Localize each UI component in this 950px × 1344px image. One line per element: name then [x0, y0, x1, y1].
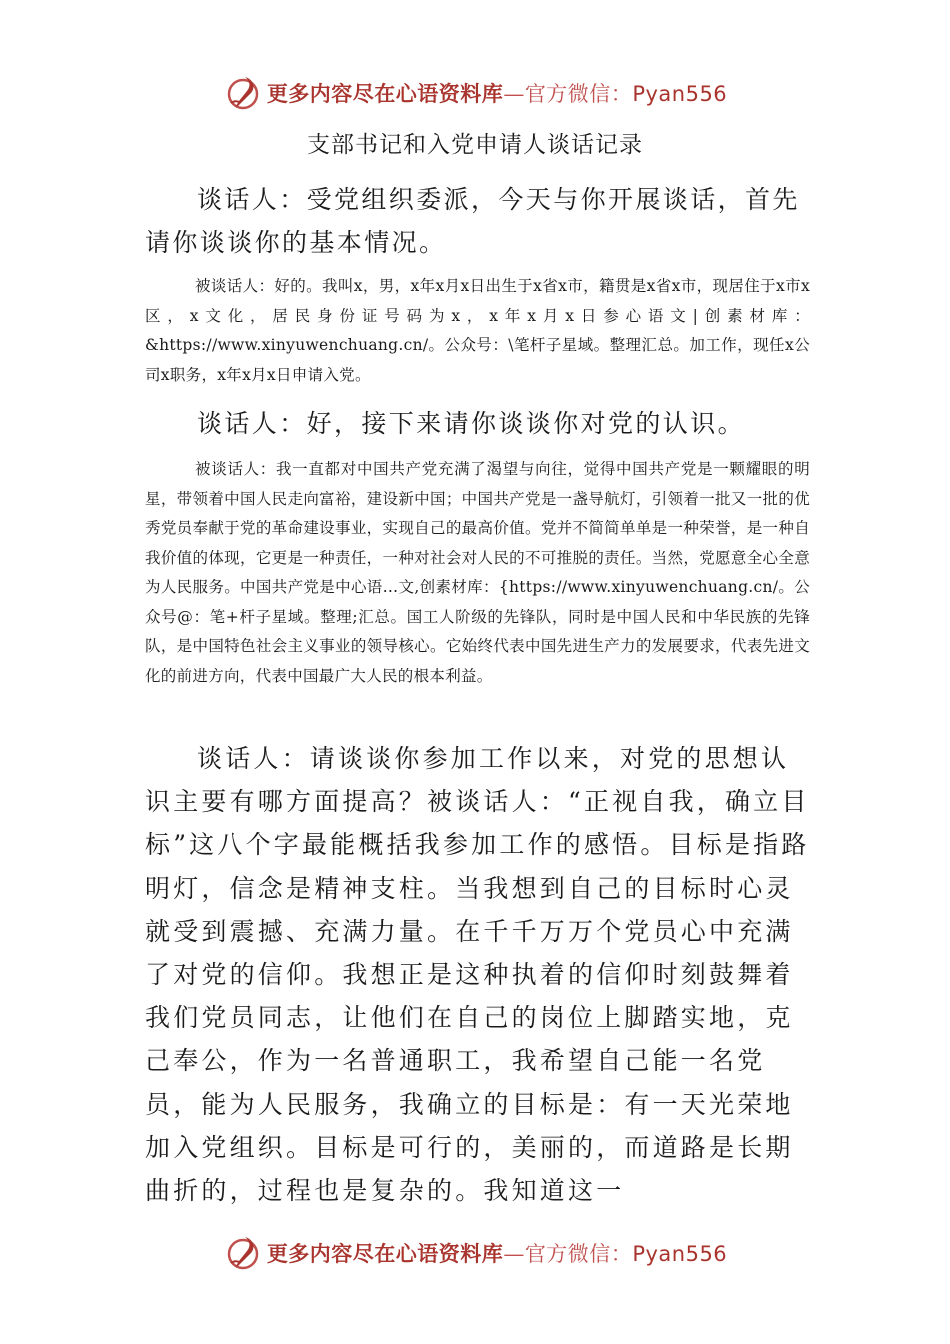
wechat-label: 官方微信：	[524, 82, 633, 106]
paragraph-interviewee-1: 被谈话人：好的。我叫x，男，x年x月x日出生于x省x市，籍贯是x省x市，现居住于x市x区，x文化，居民身份证号码为x，x年x月x日参心语文|创素材库：&https://www.xinyuwenchuang.cn/。公众号：\笔杆子星域。整理汇总。加工作，现任x公司x职务，x年x月x日申请入党。	[145, 277, 810, 384]
quill-logo-icon	[223, 73, 263, 113]
banner-text	[267, 1238, 727, 1268]
paragraph-interviewee-2: 被谈话人：我一直都对中国共产党充满了渴望与向往，觉得中国共产党是一颗耀眼的明星，带领着中国人民走向富裕，建设新中国；中国共产党是一盏导航灯，引领着一批又一批的优秀党员奉献于党的革命建设事业，实现自己的最高价值。党并不简简单单是一种荣誉，是一种自我价值的体现，它更是一种责任，一种对社会对人民的不可推脱的责任。当然，党愿意全心全意为人民服务。中国共产党是中心语…文,创素材库：{https://www.xinyuwenchuang.cn/。公众号@：笔+杆子星域。整理;汇总。国工人阶级的先锋队，同时是中国人民和中华民族的先锋队，是中国特色社会主义事业的领导核心。它始终代表中国先进生产力的发展要求，代表先进文化的前进方向，代表中国最广大人民的根本利益。	[145, 460, 810, 685]
banner-text	[267, 78, 727, 108]
banner-dash: —	[503, 1242, 525, 1266]
paragraph-interviewer-2: 谈话人：好，接下来请你谈谈你对党的认识。	[197, 409, 746, 438]
quill-logo-icon	[223, 1233, 263, 1273]
banner-title: 更多内容尽在心语资料库	[266, 1241, 504, 1266]
wechat-id: Pyan556	[632, 1242, 728, 1266]
wechat-label: 官方微信：	[524, 1242, 633, 1266]
paragraph-interviewer-1: 谈话人：受党组织委派，今天与你开展谈话，首先请你谈谈你的基本情况。	[145, 185, 800, 257]
document-title: 支部书记和入党申请人谈话记录	[307, 132, 643, 158]
header-banner	[0, 68, 950, 118]
paragraph-interviewer-3: 谈话人：请谈谈你参加工作以来，对党的思想认识主要有哪方面提高？被谈话人：“正视自我，确立目标”这八个字最能概括我参加工作的感悟。目标是指路明灯，信念是精神支柱。当我想到自己的目标时心灵就受到震撼、充满力量。在千千万万个党员心中充满了对党的信仰。我想正是这种执着的信仰时刻鼓舞着我们党员同志，让他们在自己的岗位上脚踏实地，克己奉公，作为一名普通职工，我希望自己能一名党员，能为人民服务，我确立的目标是：有一天光荣地加入党组织。目标是可行的，美丽的，而道路是长期曲折的，过程也是复杂的。我知道这一	[145, 744, 810, 1206]
banner-dash: —	[503, 82, 525, 106]
wechat-id: Pyan556	[632, 82, 728, 106]
banner-title: 更多内容尽在心语资料库	[266, 81, 504, 106]
footer-banner	[0, 1228, 950, 1278]
